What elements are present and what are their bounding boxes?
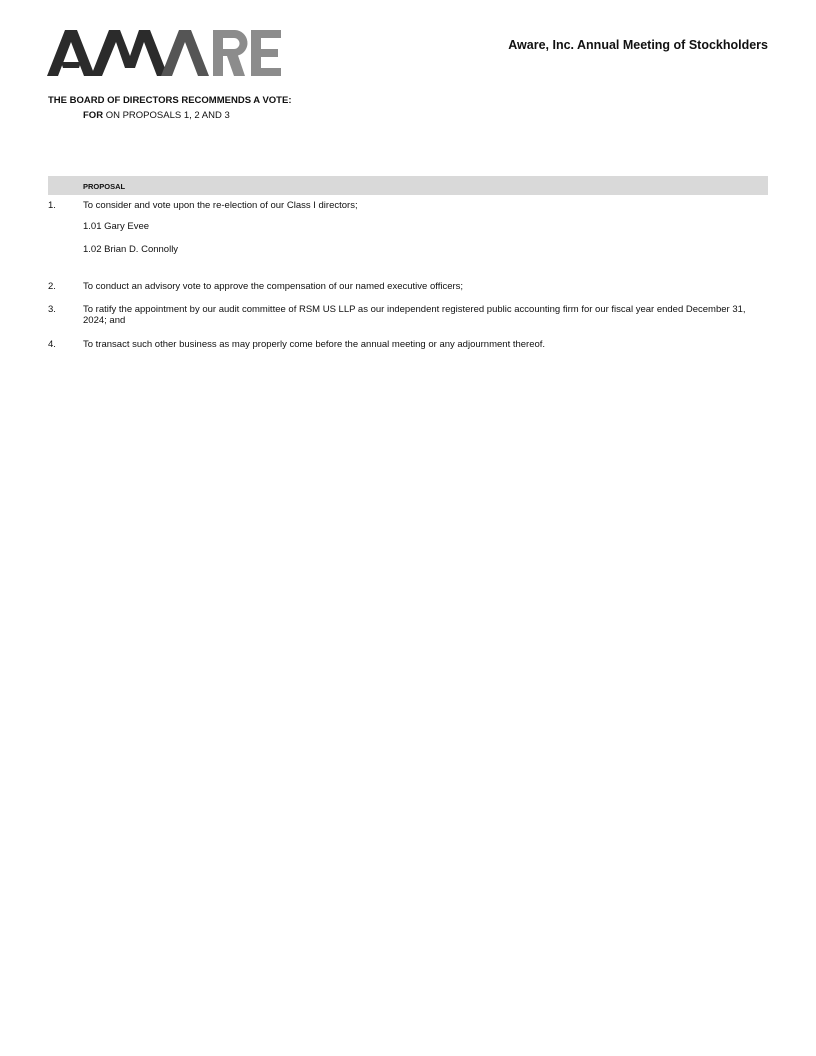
proposal-text: To conduct an advisory vote to approve the compensation of our named executive officers; bbox=[83, 281, 464, 292]
proposal-header-bar bbox=[48, 176, 768, 195]
proposal-column-label: PROPOSAL bbox=[83, 182, 126, 191]
proposal-number: 3. bbox=[48, 304, 56, 315]
recommendation-heading: THE BOARD OF DIRECTORS RECOMMENDS A VOTE: bbox=[48, 95, 292, 106]
proposal-number: 4. bbox=[48, 339, 56, 350]
recommendation-detail: ON PROPOSALS 1, 2 AND 3 bbox=[103, 110, 230, 121]
nominee-item: 1.01 Gary Evee bbox=[83, 221, 150, 232]
recommendation-line bbox=[83, 110, 230, 121]
nominee-item: 1.02 Brian D. Connolly bbox=[83, 244, 179, 255]
aware-logo bbox=[47, 30, 281, 76]
proposal-number: 2. bbox=[48, 281, 56, 292]
proposal-text: To ratify the appointment by our audit committee of RSM US LLP as our independent registered public accounting firm for our fiscal year ended December 31, 2024; and bbox=[83, 304, 746, 326]
proposal-number: 1. bbox=[48, 200, 56, 211]
meeting-title: Aware, Inc. Annual Meeting of Stockholders bbox=[508, 38, 768, 52]
for-label: FOR bbox=[83, 110, 104, 121]
proposal-text: To consider and vote upon the re-election of our Class I directors; bbox=[83, 200, 358, 211]
proposal-text: To transact such other business as may properly come before the annual meeting or any adjournment thereof. bbox=[83, 339, 546, 350]
